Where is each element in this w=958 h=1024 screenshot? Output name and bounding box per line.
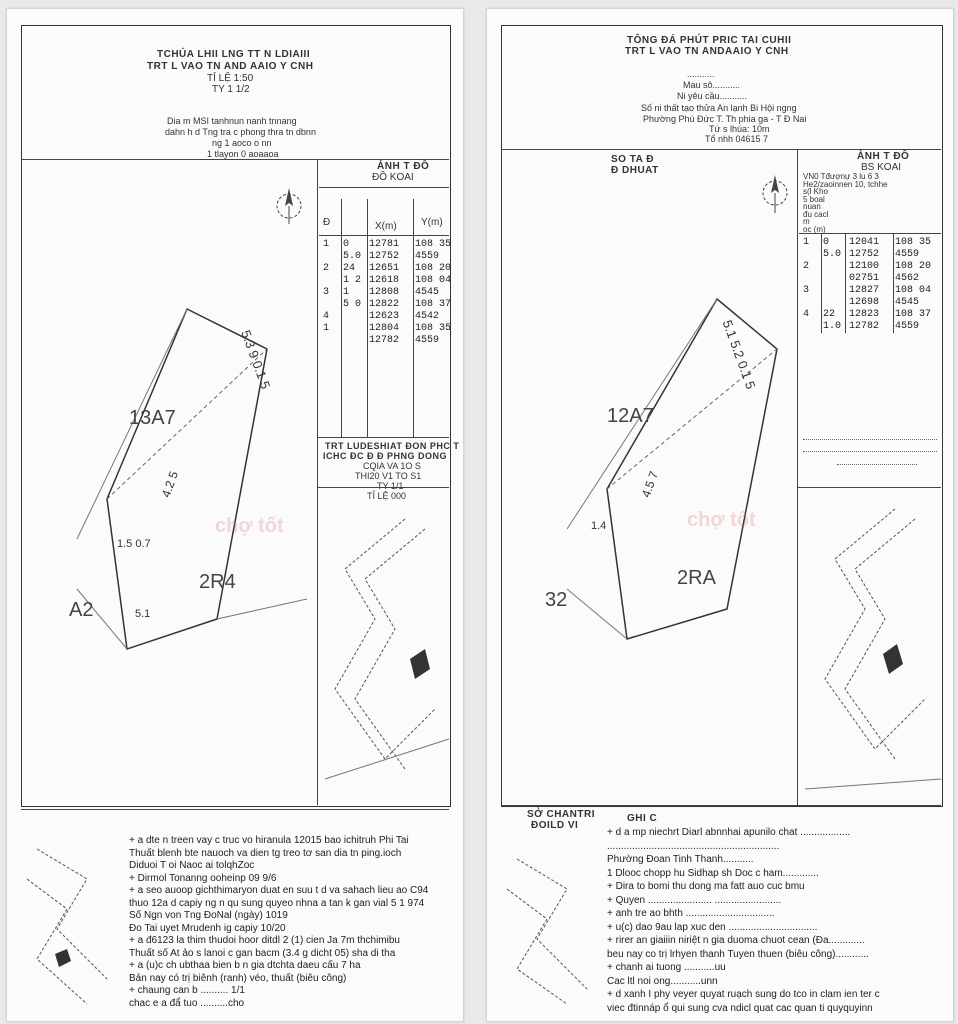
note-line: + rirer an giaiiin niriệt n gia duoma chuot cean (Đa.............	[607, 935, 865, 946]
coord-row	[803, 297, 935, 309]
table-rule	[319, 187, 449, 188]
map-title: ẢNH T ĐỒ	[857, 151, 910, 162]
dotted-line	[803, 439, 937, 440]
sub-line: ...........	[687, 69, 715, 79]
coord-row	[803, 273, 935, 285]
watermark: chợ tốt	[687, 509, 756, 531]
info-line: 5 boal	[803, 194, 825, 204]
header-line: TÔNG ĐÁ PHÚT PRIC TAI CUHII	[627, 35, 792, 46]
coord-row	[803, 249, 935, 261]
parcel-map	[547, 289, 797, 669]
coord-cell: 4559	[415, 335, 440, 346]
coord-row	[323, 251, 455, 263]
parcel-label: A2	[69, 599, 94, 621]
sub-line: Mau sô...........	[683, 80, 741, 90]
coord-cell: 3	[803, 285, 810, 296]
edge-length-label: 1.5 0.7	[117, 538, 151, 550]
coordinate-table	[803, 237, 935, 333]
ratio-text: TY 1 1/2	[212, 84, 250, 95]
coord-row	[803, 261, 935, 273]
coord-cell: 4562	[895, 273, 920, 284]
side-line: THI20 V1 TO S1	[355, 471, 422, 481]
divider	[501, 149, 941, 150]
coord-cell: 12041	[849, 237, 880, 248]
coord-cell: 0	[823, 237, 830, 248]
sub-line: ng 1 aoco o nn	[212, 138, 272, 148]
side-line: TỈ LỆ 000	[367, 491, 407, 501]
coord-cell	[803, 273, 823, 285]
parcel-tag: Đ DHUAT	[611, 165, 659, 176]
note-line: thuo 12a d capiy ng n qu sung quyeo nhna a tan k gan vial 5 1 974	[129, 897, 425, 909]
coord-row	[323, 311, 455, 323]
coord-cell	[823, 285, 849, 297]
note-line: + a (u)c ch ubthaa bien b n gia dtchta daeu cấu 7 ha	[129, 960, 361, 971]
note-line: + chaung can b .......... 1/1	[129, 985, 245, 996]
note-line: Thuất số At ảo s lanoi c gan bacm (3.4 g dicht 05) sha di tha	[129, 947, 396, 959]
coord-cell: 4559	[895, 321, 920, 332]
side-title: ICHC ĐC Đ Đ PHNG DONG	[323, 451, 448, 461]
note-line: + a seo auoop gichthimaryon duat en suu t d va sahach lieu ao C94	[129, 885, 429, 896]
coord-cell	[803, 297, 823, 309]
sub-line: dahn h d Tng tra c phong thra tn dbnn	[165, 127, 316, 137]
parcel-map	[67, 289, 307, 669]
info-line: đu cacl	[803, 209, 829, 219]
coord-cell	[803, 321, 823, 333]
coord-header-y: Y(m)	[421, 217, 443, 228]
coord-cell: 4545	[415, 287, 440, 298]
coord-cell: 108 35	[415, 323, 452, 334]
divider	[501, 805, 941, 806]
note-line: Cac ltl noi ong...........unn	[607, 975, 718, 987]
note-line: 1 Dlooc chopp hu Sidhap sh Doc c ham.............	[607, 867, 819, 879]
document-page-right	[486, 8, 954, 1022]
coord-cell	[823, 297, 849, 309]
location-sketch	[805, 499, 941, 799]
divider	[317, 159, 318, 805]
divider	[797, 487, 941, 488]
edge-length-label: 5.1	[135, 608, 151, 620]
header-line: TCHÚA LHII LNG TT N LDIAIII	[157, 49, 311, 60]
divider	[21, 159, 449, 160]
note-line: + chanh ai tuong ...........uu	[607, 962, 726, 973]
edge-length-label: 4.5 7	[638, 469, 662, 500]
coord-cell: 108 37	[895, 309, 932, 320]
info-line: He2/zaoinnen 10, tchhe	[803, 179, 888, 189]
parcel-label: 2RA	[677, 567, 716, 589]
coord-cell: 1 2	[343, 275, 362, 286]
note-line: + d a mp niechrt Diarl abnnhai apunilo chat ..................	[607, 827, 851, 838]
coord-cell	[323, 335, 343, 347]
coord-cell: 0	[343, 239, 350, 250]
table-rule	[319, 235, 449, 236]
sub-line: Số ni thất tạo thửa An lạnh Bi Hội ngng	[641, 103, 797, 113]
header-line: TRT L VAO TN ANDAAIO Y CNH	[625, 46, 789, 57]
coord-cell: 12823	[849, 309, 880, 320]
note-line: Số Ngn von Tng ĐoNal (ngày) 1019	[129, 910, 288, 921]
footer-label: ĐOILD VI	[531, 820, 579, 831]
coord-cell: 12808	[369, 287, 400, 298]
note-line: + a dte n treen vay c truc vo hiranula 12015 bao ichitruh Phi Tai	[129, 835, 409, 846]
coord-cell	[343, 311, 369, 323]
divider	[797, 149, 798, 805]
coord-row	[803, 285, 935, 297]
coord-row	[803, 237, 935, 249]
coordinate-table	[323, 239, 455, 347]
side-line: CQIA VA 1O S	[363, 461, 421, 471]
coord-cell: 1	[323, 323, 330, 334]
footer-label: GHI C	[627, 813, 658, 824]
sub-line: Dia m MSI tanhnun nanh tnnang	[167, 116, 297, 126]
coord-cell: 108 04	[895, 285, 932, 296]
coord-cell: 2	[323, 263, 330, 274]
coord-cell: 1	[323, 239, 330, 250]
coord-cell: 4559	[895, 249, 920, 260]
coord-cell: 108 37	[415, 299, 452, 310]
parcel-label: 2R4	[199, 571, 236, 593]
coord-cell: 5.0	[343, 251, 362, 262]
note-line: + Dira to bomi thu dong ma fatt auo cuc bmu	[607, 881, 805, 892]
coord-cell: 22	[823, 309, 836, 320]
document-page-left	[6, 8, 464, 1022]
coord-cell	[323, 251, 343, 263]
coord-cell	[323, 299, 343, 311]
north-arrow-icon	[269, 184, 309, 234]
coord-cell: 1.0	[823, 321, 842, 332]
coord-cell: 4	[803, 309, 810, 320]
note-line: Diduoi T oi Naoc ai tolqhZoc	[129, 860, 255, 871]
edge-length-label: 1.4	[591, 520, 607, 532]
coord-cell: 1	[343, 287, 350, 298]
note-line: Đo Tai uyet Mrudenh ig capiy 10/20	[129, 922, 286, 934]
coord-row	[323, 335, 455, 347]
coord-row	[323, 275, 455, 287]
map-title: ẢNH T ĐỒ	[377, 161, 430, 172]
side-title: TRT LUDESHIAT ĐON PHC T	[325, 441, 460, 451]
coord-cell	[823, 261, 849, 273]
edge-length-label: 5.1 5.2 0.1 5	[719, 317, 759, 392]
coord-cell	[823, 273, 849, 285]
note-line: Thuất blenh bte nauoch va dien tg treo tơ san dia tn ping.ioch	[129, 847, 402, 859]
coord-cell	[803, 249, 823, 261]
north-arrow-icon	[755, 169, 795, 219]
coord-cell: 12804	[369, 323, 400, 334]
coord-cell	[343, 335, 369, 347]
sub-line: Tổ nhh 04615 7	[705, 134, 769, 144]
note-line: chac e a đẩ tuo ..........cho	[129, 997, 245, 1009]
coord-cell: 12827	[849, 285, 880, 296]
edge-length-label: 5.3 9 0.1 5	[238, 328, 274, 391]
dotted-line	[837, 464, 917, 465]
coord-row	[803, 321, 935, 333]
coord-cell: 12822	[369, 299, 400, 310]
scale-text: TỈ LỆ 1:50	[207, 73, 254, 84]
dotted-line	[803, 451, 937, 452]
coord-header-x: X(m)	[375, 221, 397, 232]
coord-cell: 108 20	[415, 263, 452, 274]
notes-sketch	[507, 849, 607, 1009]
watermark: chợ tốt	[215, 515, 284, 537]
coord-cell: 4545	[895, 297, 920, 308]
info-line: s(l Kho	[803, 187, 828, 196]
info-line: VN0 Tđượnự 3 lu 6 3	[803, 172, 879, 181]
note-line: viec đtinnáp ổ qui sung cva ndicl quat cac quan ti quyquyinn	[607, 1002, 873, 1014]
location-sketch	[325, 509, 449, 799]
info-line: m	[803, 217, 810, 226]
note-line: ..............................................................	[607, 840, 780, 852]
note-line: + u(c) dao 9au lap xuc den ................................	[607, 921, 818, 933]
note-line: + anh tre ao bhth ................................	[607, 908, 775, 919]
notes-sketch	[27, 839, 127, 1009]
info-line: nuan	[803, 202, 821, 211]
coord-header-point: Đ	[323, 217, 331, 228]
sub-line: 1 tlayon 0 aoaaoa	[207, 149, 279, 159]
parcel-label: 12A7	[607, 405, 654, 427]
map-subtitle: ĐỒ KOAI	[372, 172, 414, 183]
coord-cell: 108 35	[415, 239, 452, 250]
coord-cell: 12782	[369, 335, 400, 346]
coord-row	[323, 287, 455, 299]
note-line: Phường Đoan Tinh Thanh...........	[607, 854, 754, 865]
coord-cell: 12100	[849, 261, 880, 272]
coord-cell: 12698	[849, 297, 880, 308]
coord-cell: 12618	[369, 275, 400, 286]
coord-cell: 12782	[849, 321, 880, 332]
coord-cell: 4	[323, 311, 330, 322]
coord-row	[323, 299, 455, 311]
note-line: Bản nay có trị biênh (ranh) véo, thuất (biêu công)	[129, 972, 347, 984]
coord-cell: 5.0	[823, 249, 842, 260]
note-line: + a đ6123 la thim thudoi hoor ditdl 2 (1) cien Ja 7m thchimibu	[129, 935, 400, 946]
coord-cell: 3	[323, 287, 330, 298]
coord-cell: 02751	[849, 273, 880, 284]
divider	[21, 809, 449, 810]
coord-cell: 12781	[369, 239, 400, 250]
coord-cell: 108 35	[895, 237, 932, 248]
coord-cell: 5 0	[343, 299, 362, 310]
note-line: + Dirmol Tonanng ooheinp 09 9/6	[129, 872, 277, 884]
coord-row	[323, 263, 455, 275]
header-line: TRT L VAO TN AND AAIO Y CNH	[147, 61, 314, 72]
note-line: + d xanh I phy veyer quyat ruạch sung do tco in clam ien ter c	[607, 989, 880, 1000]
footer-label: SỞ CHANTRI	[527, 809, 595, 820]
coord-row	[323, 239, 455, 251]
divider	[317, 437, 449, 438]
sub-line: Tứ s lhúa: 10m	[709, 124, 770, 134]
note-line: + Quyen ....................... ........................	[607, 894, 782, 906]
coord-cell	[323, 275, 343, 287]
sub-line: Ni yêu cầu...........	[677, 91, 748, 101]
coord-cell	[343, 323, 369, 335]
coord-row	[323, 323, 455, 335]
coord-row	[803, 309, 935, 321]
parcel-label: 13A7	[129, 407, 176, 429]
coord-cell: 4559	[415, 251, 440, 262]
coord-cell: 1	[803, 237, 810, 248]
coord-cell: 4542	[415, 311, 440, 322]
coord-cell: 108 20	[895, 261, 932, 272]
parcel-tag: SO TA Đ	[611, 154, 654, 165]
side-line: TY 1/1	[377, 481, 404, 491]
sub-line: Phường Phú Đức T. Th phia ga - T Đ Nai	[643, 114, 807, 124]
map-subtitle: BS KOAI	[861, 162, 902, 173]
coord-cell: 12623	[369, 311, 400, 322]
info-line: oc (m)	[803, 224, 826, 234]
coord-cell: 2	[803, 261, 810, 272]
coord-cell: 24	[343, 263, 356, 274]
parcel-label: 32	[545, 589, 568, 611]
coord-cell: 12752	[849, 249, 880, 260]
coord-cell: 12651	[369, 263, 400, 274]
edge-length-label: 4.2 5	[158, 469, 182, 500]
coord-cell: 108 04	[415, 275, 452, 286]
coord-cell: 12752	[369, 251, 400, 262]
note-line: beu nay co trị lrhyen thanh Tuyen thuen (biêu công)............	[607, 948, 869, 960]
